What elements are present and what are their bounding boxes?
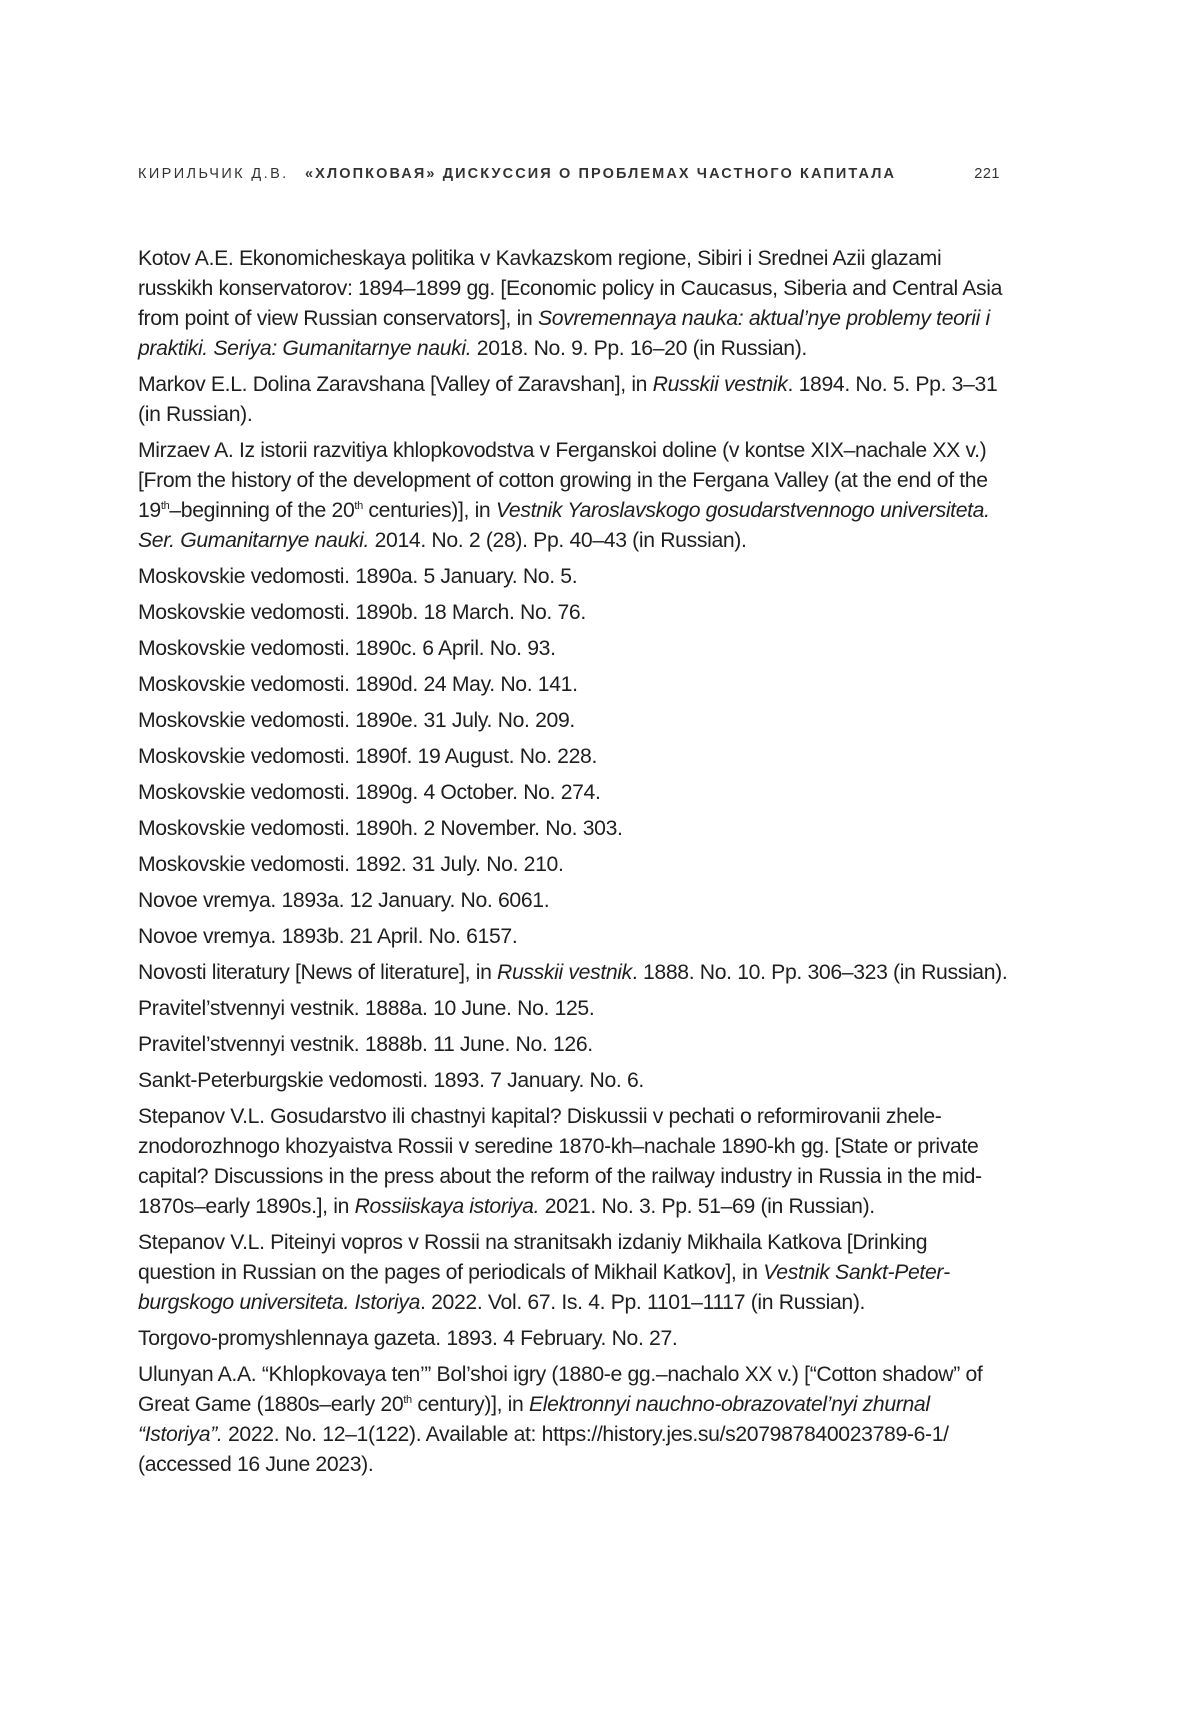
reference-item: Pravitel’stvennyi vestnik. 1888a. 10 June. No. 125. — [138, 994, 1008, 1024]
reference-item: Stepanov V.L. Piteinyi vopros v Rossii na stranitsakh izdaniy Mikhaila Katkova [Drinking question in Russian on the pages of periodicals of Mikhail Katkov], in Vestnik Sankt-Peter­burgskogo universiteta. Istoriya. 2022. Vol. 67. Is. 4. Pp. 1101–1117 (in Russian). — [138, 1228, 1008, 1318]
reference-item: Moskovskie vedomosti. 1890h. 2 November. No. 303. — [138, 814, 1008, 844]
reference-item: Moskovskie vedomosti. 1890a. 5 January. No. 5. — [138, 562, 1008, 592]
header-author: КИРИЛЬЧИК Д.В. — [138, 166, 289, 182]
header-title: «ХЛОПКОВАЯ» ДИСКУССИЯ О ПРОБЛЕМАХ ЧАСТНОГО КАПИТАЛА — [305, 166, 896, 182]
reference-item: Moskovskie vedomosti. 1890f. 19 August. No. 228. — [138, 742, 1008, 772]
reference-item: Sankt-Peterburgskie vedomosti. 1893. 7 January. No. 6. — [138, 1066, 1008, 1096]
reference-item: Stepanov V.L. Gosudarstvo ili chastnyi kapital? Diskussii v pechati o reformirovanii zhele­znodorozhnogo khozyaistva Rossii v seredine 1870-kh–nachale 1890-kh gg. [State or pri­vate capital? Discussions in the press about the reform of the railway industry in Russia in the mid-1870s–early 1890s.], in Rossiiskaya istoriya. 2021. No. 3. Pp. 51–69 (in Russian). — [138, 1102, 1008, 1222]
page-number: 221 — [974, 166, 1000, 182]
reference-item: Novoe vremya. 1893b. 21 April. No. 6157. — [138, 922, 1008, 952]
reference-item: Moskovskie vedomosti. 1890e. 31 July. No. 209. — [138, 706, 1008, 736]
reference-item: Novoe vremya. 1893a. 12 January. No. 6061. — [138, 886, 1008, 916]
reference-item: Moskovskie vedomosti. 1892. 31 July. No. 210. — [138, 850, 1008, 880]
reference-item: Ulunyan A.A. “Khlopkovaya ten’” Bol’shoi igry (1880-e gg.–nachalo XX v.) [“Cotton shadow” of Great Game (1880s–early 20th century)], in Elektronnyi nauchno-obrazovatel’nyi zhurnal “Istoriya”. 2022. No. 12–1(122). Available at: https://history.jes.su/s207987840023789-6-1/ (accessed 16 June 2023). — [138, 1360, 1008, 1480]
reference-item: Torgovo-promyshlennaya gazeta. 1893. 4 February. No. 27. — [138, 1324, 1008, 1354]
reference-item: Moskovskie vedomosti. 1890b. 18 March. No. 76. — [138, 598, 1008, 628]
reference-item: Novosti literatury [News of literature], in Russkii vestnik. 1888. No. 10. Pp. 306–323 (in Russian). — [138, 958, 1008, 988]
reference-item: Moskovskie vedomosti. 1890g. 4 October. No. 274. — [138, 778, 1008, 808]
reference-item: Pravitel’stvennyi vestnik. 1888b. 11 June. No. 126. — [138, 1030, 1008, 1060]
reference-item: Markov E.L. Dolina Zaravshana [Valley of Zaravshan], in Russkii vestnik. 1894. No. 5. Pp. 3–31 (in Russian). — [138, 370, 1008, 430]
reference-item: Kotov A.E. Ekonomicheskaya politika v Kavkazskom regione, Sibiri i Srednei Azii glazami russkikh konservatorov: 1894–1899 gg. [Economic policy in Caucasus, Siberia and Central Asia from point of view Russian conservators], in Sovremennaya nauka: aktual’nye prob­lemy teorii i praktiki. Seriya: Gumanitarnye nauki. 2018. No. 9. Pp. 16–20 (in Russian). — [138, 244, 1008, 364]
running-header — [138, 166, 1000, 182]
reference-item: Moskovskie vedomosti. 1890c. 6 April. No. 93. — [138, 634, 1008, 664]
reference-item: Mirzaev A. Iz istorii razvitiya khlopkovodstva v Ferganskoi doline (v kontse XIX–nachale XX v.) [From the history of the development of cotton growing in the Fergana Valley (at the end of the 19th–beginning of the 20th centuries)], in Vestnik Yaroslavskogo gosudarstven­nogo universiteta. Ser. Gumanitarnye nauki. 2014. No. 2 (28). Pp. 40–43 (in Russian). — [138, 436, 1008, 556]
reference-list — [138, 244, 1008, 1486]
reference-item: Moskovskie vedomosti. 1890d. 24 May. No. 141. — [138, 670, 1008, 700]
